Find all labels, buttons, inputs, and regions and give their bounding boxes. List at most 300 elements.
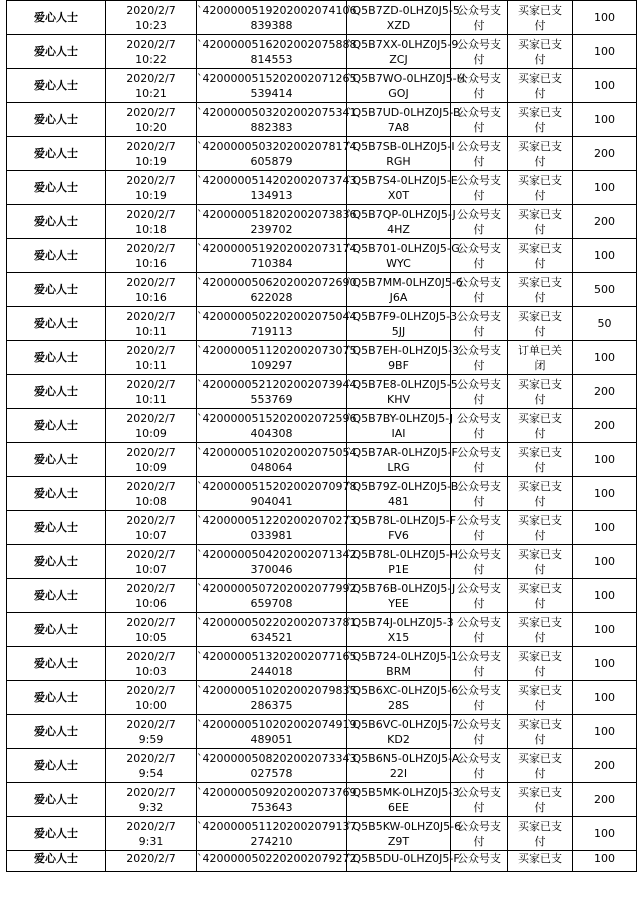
trade-number-cell-line-2: LRG bbox=[387, 460, 410, 474]
trade-number-cell-line-1: `Q5B7AR-0LHZ0J5-F bbox=[347, 445, 458, 459]
payment-status-cell-line-1: 买家已支 bbox=[518, 819, 562, 833]
trade-number-cell-line-1: `Q5B7SB-0LHZ0J5-I bbox=[347, 139, 455, 153]
order-number-cell: `420000050220200207927​2 bbox=[197, 851, 347, 872]
order-number-cell bbox=[197, 579, 357, 613]
trade-number-cell-line-2: XZD bbox=[386, 18, 411, 32]
order-number-cell bbox=[197, 477, 357, 511]
order-number-cell-line-2: 634521 bbox=[250, 630, 293, 644]
trade-number-cell bbox=[347, 205, 456, 239]
date-time-cell-line-2: 10:05 bbox=[135, 630, 167, 644]
payment-channel-cell-line-1: 公众号支 bbox=[457, 173, 501, 187]
trade-number-cell-line-2: KD2 bbox=[387, 732, 410, 746]
amount-cell: 100 bbox=[573, 579, 637, 613]
payment-channel-cell-line-2: 付 bbox=[473, 86, 485, 100]
payment-channel-cell bbox=[451, 137, 508, 171]
trade-number-cell bbox=[347, 579, 456, 613]
table-row bbox=[7, 1, 637, 35]
payment-status-cell-line-2: 付 bbox=[534, 120, 546, 134]
trade-number-cell-line-2: 22I bbox=[389, 766, 408, 780]
payment-channel-cell-line-2: 付 bbox=[473, 222, 485, 236]
payment-channel-cell bbox=[451, 103, 508, 137]
donor-name-cell: 爱心人士 bbox=[7, 613, 106, 647]
amount-cell: 100 bbox=[573, 851, 637, 872]
payment-status-cell-line-2: 付 bbox=[534, 664, 546, 678]
table-row bbox=[7, 817, 637, 851]
trade-number-cell-line-2: J6A bbox=[389, 290, 408, 304]
trade-number-cell-line-2: X0T bbox=[387, 188, 410, 202]
trade-number-cell-line-2: ZCJ bbox=[389, 52, 408, 66]
date-time-cell-line-2: 10:07 bbox=[135, 562, 167, 576]
payment-channel-cell bbox=[451, 239, 508, 273]
trade-number-cell-line-1: `Q5B7S4-0LHZ0J5-E bbox=[347, 173, 458, 187]
order-number-cell-line-1: `420000051520200207259​6 bbox=[197, 411, 357, 425]
table-row bbox=[7, 681, 637, 715]
trade-number-cell bbox=[347, 511, 457, 545]
date-time-cell bbox=[106, 69, 197, 103]
table-row bbox=[7, 103, 637, 137]
order-number-cell-line-1: `420000051020200207505​4 bbox=[197, 445, 357, 459]
payment-status-cell-line-2: 付 bbox=[534, 732, 546, 746]
date-time-cell-line-2: 10:00 bbox=[135, 698, 167, 712]
payment-status-cell-line-1: 买家已支 bbox=[518, 105, 562, 119]
payment-status-cell-line-2: 闭 bbox=[534, 358, 546, 372]
trade-number-cell-line-1: `Q5B7WO-0LHZ0J5-H bbox=[347, 71, 465, 85]
date-time-cell bbox=[106, 647, 197, 681]
payment-status-cell-line-2: 付 bbox=[534, 222, 546, 236]
date-time-cell-line-2: 10:16 bbox=[135, 256, 167, 270]
date-time-cell-line-1: 2020/2/7 bbox=[126, 785, 176, 799]
donor-name-cell: 爱心人士 bbox=[7, 647, 106, 681]
amount-cell: 200 bbox=[573, 409, 637, 443]
trade-number-cell-line-1: `Q5B6VC-0LHZ0J5-7 bbox=[347, 717, 460, 731]
order-number-cell-line-2: 814553 bbox=[250, 52, 293, 66]
payment-status-cell-line-1: 买家已支 bbox=[518, 581, 562, 595]
order-number-cell-line-2: 244018 bbox=[250, 664, 293, 678]
payment-channel-cell bbox=[451, 579, 508, 613]
order-number-cell-line-2: 286375 bbox=[250, 698, 293, 712]
trade-number-cell-line-2: YEE bbox=[388, 596, 409, 610]
order-number-cell-line-1: `420000051320200207716​5 bbox=[197, 649, 357, 663]
amount-cell: 100 bbox=[573, 239, 637, 273]
date-time-cell bbox=[106, 375, 197, 409]
payment-channel-cell bbox=[451, 205, 508, 239]
payment-channel-cell-line-2: 付 bbox=[473, 834, 485, 848]
date-time-cell bbox=[106, 817, 197, 851]
trade-number-cell-line-1: `Q5B76B-0LHZ0J5-J bbox=[347, 581, 456, 595]
date-time-cell-line-1: 2020/2/7 bbox=[126, 717, 176, 731]
amount-cell: 100 bbox=[573, 35, 637, 69]
date-time-cell-line-1: 2020/2/7 bbox=[126, 547, 176, 561]
payment-channel-cell-line-2: 付 bbox=[473, 698, 485, 712]
payment-channel-cell-line-1: 公众号支 bbox=[457, 649, 501, 663]
payment-status-cell-line-1: 买家已支 bbox=[518, 479, 562, 493]
trade-number-cell bbox=[347, 817, 462, 851]
order-number-cell-line-1: `420000051620200207588​8 bbox=[197, 37, 357, 51]
date-time-cell-line-1: 2020/2/7 bbox=[126, 649, 176, 663]
date-time-cell bbox=[106, 341, 197, 375]
payment-status-cell-line-2: 付 bbox=[534, 154, 546, 168]
payment-status-cell-line-1: 买家已支 bbox=[518, 513, 562, 527]
trade-number-cell bbox=[347, 137, 455, 171]
payment-status-cell-line-2: 付 bbox=[534, 834, 546, 848]
order-number-cell-line-2: 710384 bbox=[250, 256, 293, 270]
table-row bbox=[7, 511, 637, 545]
payment-status-cell-line-1: 买家已支 bbox=[518, 445, 562, 459]
payment-status-cell-line-2: 付 bbox=[534, 392, 546, 406]
payment-status-cell-line-1: 买家已支 bbox=[518, 717, 562, 731]
order-number-cell-line-1: `420000051520200207126​5 bbox=[197, 71, 357, 85]
trade-number-cell-line-2: X15 bbox=[387, 630, 410, 644]
amount-cell: 100 bbox=[573, 817, 637, 851]
donor-name-cell: 爱心人士 bbox=[7, 171, 106, 205]
payment-channel-cell-line-2: 付 bbox=[473, 120, 485, 134]
payment-channel-cell bbox=[451, 375, 508, 409]
amount-cell: 100 bbox=[573, 341, 637, 375]
payment-status-cell-line-1: 买家已支 bbox=[518, 411, 562, 425]
order-number-cell bbox=[197, 749, 357, 783]
payment-status-cell-line-1: 买家已支 bbox=[518, 547, 562, 561]
payment-status-cell-line-2: 付 bbox=[534, 188, 546, 202]
date-time-cell-line-2: 10:03 bbox=[135, 664, 167, 678]
payment-channel-cell-line-1: 公众号支 bbox=[457, 411, 501, 425]
order-number-cell bbox=[197, 375, 357, 409]
date-time-cell-line-1: 2020/2/7 bbox=[126, 105, 176, 119]
donor-name-cell: 爱心人士 bbox=[7, 681, 106, 715]
payment-channel-cell-line-1: 公众号支 bbox=[457, 275, 501, 289]
order-number-cell-line-2: 605879 bbox=[250, 154, 293, 168]
payment-status-cell bbox=[508, 511, 573, 545]
trade-number-cell bbox=[347, 613, 454, 647]
order-number-cell bbox=[197, 511, 357, 545]
payment-status-cell bbox=[508, 239, 573, 273]
payment-channel-cell bbox=[451, 647, 508, 681]
payment-status-cell-line-2: 付 bbox=[534, 52, 546, 66]
date-time-cell-line-2: 10:19 bbox=[135, 188, 167, 202]
order-number-cell-line-2: 753643 bbox=[250, 800, 293, 814]
date-time-cell-line-1: 2020/2/7 bbox=[126, 445, 176, 459]
table-row bbox=[7, 273, 637, 307]
amount-cell: 100 bbox=[573, 1, 637, 35]
order-number-cell-line-1: `420000052120200207394​4 bbox=[197, 377, 357, 391]
order-number-cell-line-1: `420000050620200207269​0 bbox=[197, 275, 357, 289]
order-number-cell-line-2: 134913 bbox=[250, 188, 293, 202]
order-number-cell bbox=[197, 307, 357, 341]
date-time-cell-line-1: 2020/2/7 bbox=[126, 819, 176, 833]
trade-number-cell-line-2: FV6 bbox=[388, 528, 409, 542]
table-row bbox=[7, 477, 637, 511]
date-time-cell bbox=[106, 239, 197, 273]
date-time-cell-line-2: 10:23 bbox=[135, 18, 167, 32]
date-time-cell bbox=[106, 613, 197, 647]
donor-name-cell: 爱心人士 bbox=[7, 35, 106, 69]
table-row bbox=[7, 69, 637, 103]
table-row bbox=[7, 171, 637, 205]
order-number-cell bbox=[197, 205, 357, 239]
payment-channel-cell-line-2: 付 bbox=[473, 630, 485, 644]
order-number-cell-line-2: 370046 bbox=[250, 562, 293, 576]
trade-number-cell: `Q5B5DU-0LHZ0J5-F bbox=[347, 851, 451, 872]
amount-cell: 100 bbox=[573, 715, 637, 749]
table-row bbox=[7, 307, 637, 341]
trade-number-cell bbox=[347, 307, 458, 341]
payment-channel-cell-line-1: 公众号支 bbox=[457, 751, 501, 765]
order-number-cell bbox=[197, 137, 357, 171]
payment-status-cell bbox=[508, 137, 573, 171]
order-number-cell-line-1: `420000050420200207134​2 bbox=[197, 547, 357, 561]
trade-number-cell bbox=[347, 1, 460, 35]
trade-number-cell bbox=[347, 477, 459, 511]
payment-status-cell bbox=[508, 1, 573, 35]
table-row bbox=[7, 545, 637, 579]
payment-channel-cell-line-1: 公众号支 bbox=[457, 785, 501, 799]
date-time-cell-line-2: 9:32 bbox=[138, 800, 164, 814]
order-number-cell bbox=[197, 545, 357, 579]
payment-channel-cell-line-1: 公众号支 bbox=[457, 683, 501, 697]
date-time-cell bbox=[106, 749, 197, 783]
date-time-cell bbox=[106, 171, 197, 205]
payment-status-cell-line-2: 付 bbox=[534, 562, 546, 576]
payment-channel-cell-line-2: 付 bbox=[473, 52, 485, 66]
table-row bbox=[7, 579, 637, 613]
amount-cell: 50 bbox=[573, 307, 637, 341]
payment-status-cell-line-2: 付 bbox=[534, 290, 546, 304]
trade-number-cell-line-2: P1E bbox=[388, 562, 409, 576]
order-number-cell-line-1: `420000051120200207307​5 bbox=[197, 343, 357, 357]
table-row bbox=[7, 205, 637, 239]
date-time-cell-line-2: 10:06 bbox=[135, 596, 167, 610]
date-time-cell bbox=[106, 1, 197, 35]
payment-channel-cell bbox=[451, 817, 508, 851]
payment-status-cell bbox=[508, 579, 573, 613]
trade-number-cell-line-2: IAI bbox=[391, 426, 406, 440]
date-time-cell-line-2: 10:20 bbox=[135, 120, 167, 134]
donor-name-cell: 爱心人士 bbox=[7, 749, 106, 783]
order-number-cell-line-2: 553769 bbox=[250, 392, 293, 406]
date-time-cell bbox=[106, 545, 197, 579]
trade-number-cell-line-1: `Q5B6XC-0LHZ0J5-6 bbox=[347, 683, 459, 697]
order-number-cell bbox=[197, 783, 357, 817]
order-number-cell-line-1: `420000051420200207374​3 bbox=[197, 173, 357, 187]
table-row bbox=[7, 375, 637, 409]
amount-cell: 100 bbox=[573, 103, 637, 137]
amount-cell: 100 bbox=[573, 545, 637, 579]
date-time-cell-line-2: 10:16 bbox=[135, 290, 167, 304]
donor-name-cell: 爱心人士 bbox=[7, 477, 106, 511]
payment-channel-cell-line-1: 公众号支 bbox=[457, 309, 501, 323]
trade-number-cell bbox=[347, 545, 459, 579]
table-row bbox=[7, 715, 637, 749]
amount-cell: 200 bbox=[573, 205, 637, 239]
payment-status-cell bbox=[508, 817, 573, 851]
payment-channel-cell-line-1: 公众号支 bbox=[457, 71, 501, 85]
trade-number-cell bbox=[347, 375, 458, 409]
trade-number-cell-line-1: `Q5B7F9-0LHZ0J5-3 bbox=[347, 309, 458, 323]
date-time-cell-line-2: 10:18 bbox=[135, 222, 167, 236]
payment-status-cell bbox=[508, 205, 573, 239]
order-number-cell-line-2: 404308 bbox=[250, 426, 293, 440]
trade-number-cell bbox=[347, 783, 460, 817]
order-number-cell bbox=[197, 409, 357, 443]
trade-number-cell-line-2: 7A8 bbox=[387, 120, 410, 134]
order-number-cell-line-2: 048064 bbox=[250, 460, 293, 474]
date-time-cell bbox=[106, 783, 197, 817]
trade-number-cell-line-1: `Q5B6N5-0LHZ0J5-A bbox=[347, 751, 460, 765]
payment-status-cell bbox=[508, 341, 573, 375]
trade-number-cell-line-1: `Q5B724-0LHZ0J5-1 bbox=[347, 649, 458, 663]
amount-cell: 100 bbox=[573, 647, 637, 681]
donor-name-cell: 爱心人士 bbox=[7, 375, 106, 409]
payment-status-cell-line-1: 买家已支 bbox=[518, 207, 562, 221]
table-row bbox=[7, 409, 637, 443]
date-time-cell-line-2: 10:21 bbox=[135, 86, 167, 100]
order-number-cell bbox=[197, 69, 357, 103]
donor-name-cell: 爱心人士 bbox=[7, 511, 106, 545]
payment-channel-cell-line-2: 付 bbox=[473, 188, 485, 202]
amount-cell: 100 bbox=[573, 681, 637, 715]
payment-status-cell bbox=[508, 443, 573, 477]
table-row bbox=[7, 749, 637, 783]
payment-channel-cell-line-2: 付 bbox=[473, 18, 485, 32]
payment-channel-cell bbox=[451, 307, 508, 341]
order-number-cell-line-2: 659708 bbox=[250, 596, 293, 610]
table-row bbox=[7, 239, 637, 273]
trade-number-cell bbox=[347, 103, 461, 137]
order-number-cell-line-1: `420000051920200207317​4 bbox=[197, 241, 357, 255]
payment-status-cell bbox=[508, 409, 573, 443]
payment-status-cell-line-2: 付 bbox=[534, 86, 546, 100]
donor-name-cell: 爱心人士 bbox=[7, 545, 106, 579]
order-number-cell-line-2: 489051 bbox=[250, 732, 293, 746]
trade-number-cell bbox=[347, 171, 458, 205]
table-row bbox=[7, 341, 637, 375]
payment-status-cell-line-1: 买家已支 bbox=[518, 37, 562, 51]
payment-channel-cell-line-2: 付 bbox=[473, 154, 485, 168]
payment-channel-cell-line-2: 付 bbox=[473, 800, 485, 814]
amount-cell: 200 bbox=[573, 137, 637, 171]
trade-number-cell-line-2: BRM bbox=[386, 664, 411, 678]
donor-name-cell: 爱心人士 bbox=[7, 205, 106, 239]
payment-channel-cell bbox=[451, 273, 508, 307]
order-number-cell-line-2: 109297 bbox=[250, 358, 293, 372]
order-number-cell-line-1: `420000050220200207504​4 bbox=[197, 309, 357, 323]
payment-status-cell bbox=[508, 375, 573, 409]
table-body bbox=[7, 1, 637, 872]
payment-channel-cell-line-1: 公众号支 bbox=[457, 377, 501, 391]
date-time-cell-line-2: 10:11 bbox=[135, 324, 167, 338]
date-time-cell-line-1: 2020/2/7 bbox=[126, 207, 176, 221]
order-number-cell-line-1: `420000051020200207983​5 bbox=[197, 683, 357, 697]
order-number-cell bbox=[197, 647, 357, 681]
payment-channel-cell bbox=[451, 715, 508, 749]
trade-number-cell-line-1: `Q5B5KW-0LHZ0J5-6 bbox=[347, 819, 462, 833]
amount-cell: 100 bbox=[573, 443, 637, 477]
order-number-cell-line-2: 274210 bbox=[250, 834, 293, 848]
payment-channel-cell bbox=[451, 511, 508, 545]
payment-channel-cell-line-2: 付 bbox=[473, 256, 485, 270]
payment-status-cell-line-2: 付 bbox=[534, 494, 546, 508]
payment-channel-cell bbox=[451, 545, 508, 579]
donor-name-cell: 爱心人士 bbox=[7, 69, 106, 103]
payment-status-cell-line-1: 买家已支 bbox=[518, 615, 562, 629]
date-time-cell-line-1: 2020/2/7 bbox=[126, 275, 176, 289]
payment-status-cell-line-2: 付 bbox=[534, 324, 546, 338]
date-time-cell-line-1: 2020/2/7 bbox=[126, 479, 176, 493]
payment-channel-cell bbox=[451, 613, 508, 647]
amount-cell: 200 bbox=[573, 375, 637, 409]
payment-status-cell-line-1: 买家已支 bbox=[518, 377, 562, 391]
payment-status-cell-line-2: 付 bbox=[534, 460, 546, 474]
order-number-cell-line-2: 882383 bbox=[250, 120, 293, 134]
trade-number-cell-line-1: `Q5B7UD-0LHZ0J5-B bbox=[347, 105, 461, 119]
payment-channel-cell bbox=[451, 409, 508, 443]
payment-status-cell-line-1: 买家已支 bbox=[518, 71, 562, 85]
order-number-cell bbox=[197, 171, 357, 205]
date-time-cell-line-1: 2020/2/7 bbox=[126, 173, 176, 187]
amount-cell: 200 bbox=[573, 783, 637, 817]
trade-number-cell bbox=[347, 273, 463, 307]
date-time-cell bbox=[106, 477, 197, 511]
payment-status-cell-line-1: 买家已支 bbox=[518, 173, 562, 187]
payment-status-cell bbox=[508, 749, 573, 783]
donor-name-cell: 爱心人士 bbox=[7, 409, 106, 443]
payment-channel-cell-line-2: 付 bbox=[473, 358, 485, 372]
payment-status-cell-line-2: 付 bbox=[534, 766, 546, 780]
payment-channel-cell-line-1: 公众号支 bbox=[457, 819, 501, 833]
date-time-cell bbox=[106, 103, 197, 137]
amount-cell: 100 bbox=[573, 69, 637, 103]
payment-channel-cell bbox=[451, 783, 508, 817]
payment-channel-cell-line-2: 付 bbox=[473, 596, 485, 610]
date-time-cell-line-1: 2020/2/7 bbox=[126, 309, 176, 323]
trade-number-cell-line-1: `Q5B7EH-0LHZ0J5-3 bbox=[347, 343, 460, 357]
order-number-cell-line-1: `420000051520200207097​8 bbox=[197, 479, 357, 493]
payment-status-cell bbox=[508, 545, 573, 579]
payment-status-cell bbox=[508, 35, 573, 69]
date-time-cell-line-2: 9:31 bbox=[138, 834, 164, 848]
date-time-cell: 2020/2/7 bbox=[106, 851, 197, 872]
payment-channel-cell-line-2: 付 bbox=[473, 732, 485, 746]
payment-channel-cell-line-1: 公众号支 bbox=[457, 581, 501, 595]
order-number-cell-line-1: `420000051220200207027​3 bbox=[197, 513, 357, 527]
order-number-cell-line-1: `420000050320200207534​1 bbox=[197, 105, 357, 119]
order-number-cell-line-2: 539414 bbox=[250, 86, 293, 100]
trade-number-cell-line-1: `Q5B74J-0LHZ0J5-3 bbox=[347, 615, 454, 629]
date-time-cell-line-2: 10:22 bbox=[135, 52, 167, 66]
payment-status-cell bbox=[508, 171, 573, 205]
order-number-cell bbox=[197, 103, 357, 137]
payment-status-cell bbox=[508, 103, 573, 137]
table-row bbox=[7, 137, 637, 171]
payment-channel-cell-line-2: 付 bbox=[473, 392, 485, 406]
trade-number-cell-line-1: `Q5B7XX-0LHZ0J5-9 bbox=[347, 37, 459, 51]
trade-number-cell-line-2: 481 bbox=[388, 494, 409, 508]
trade-number-cell-line-1: `Q5B78L-0LHZ0J5-F bbox=[347, 513, 457, 527]
payment-channel-cell bbox=[451, 35, 508, 69]
date-time-cell-line-1: 2020/2/7 bbox=[126, 343, 176, 357]
order-number-cell-line-1: `420000051020200207491​9 bbox=[197, 717, 357, 731]
trade-number-cell-line-1: `Q5B78L-0LHZ0J5-H bbox=[347, 547, 459, 561]
order-number-cell bbox=[197, 1, 357, 35]
donor-name-cell: 爱心人士 bbox=[7, 1, 106, 35]
payment-channel-cell-line-1: 公众号支 bbox=[457, 3, 501, 17]
trade-number-cell-line-2: KHV bbox=[386, 392, 410, 406]
payment-channel-cell-line-1: 公众号支 bbox=[457, 479, 501, 493]
trade-number-cell bbox=[347, 69, 465, 103]
order-number-cell-line-2: 239702 bbox=[250, 222, 293, 236]
payment-channel-cell-line-1: 公众号支 bbox=[457, 37, 501, 51]
trade-number-cell bbox=[347, 341, 460, 375]
payment-channel-cell-line-1: 公众号支 bbox=[457, 445, 501, 459]
